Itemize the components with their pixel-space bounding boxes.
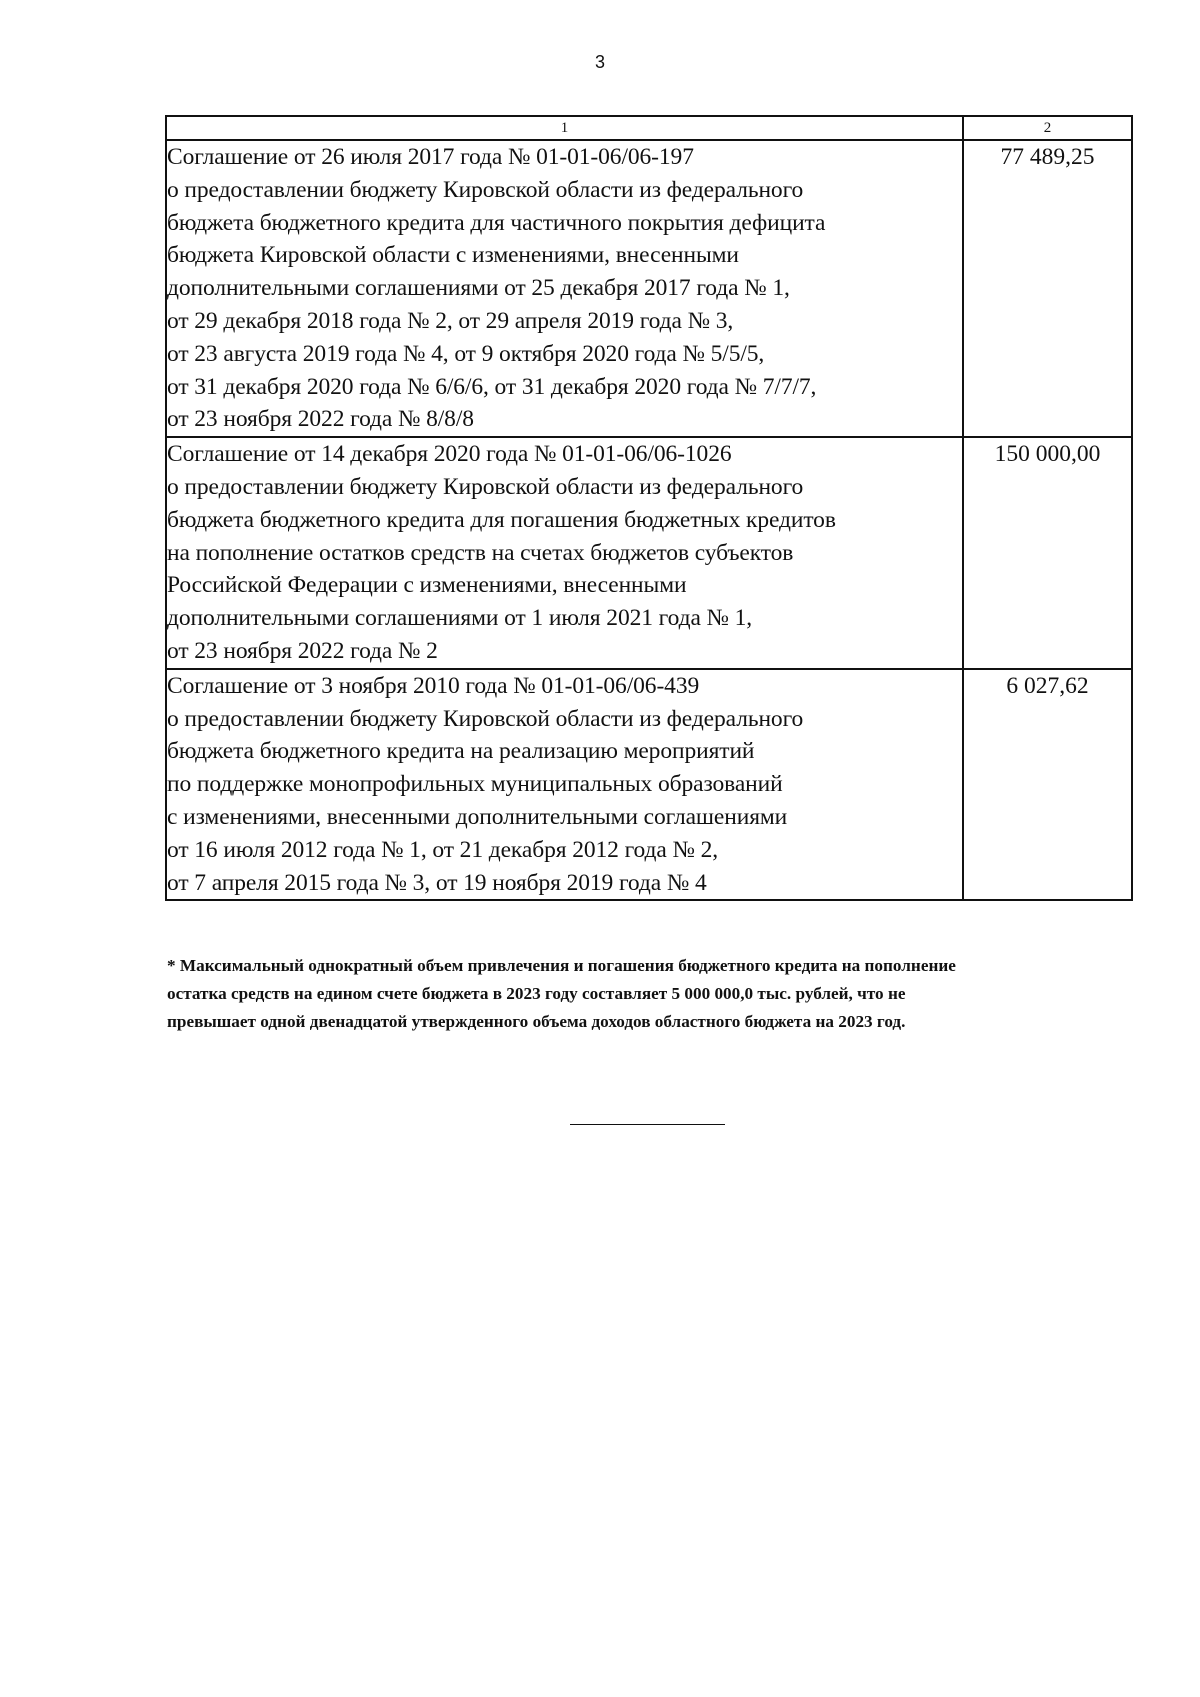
text-line: бюджета бюджетного кредита для погашения бюджетных кредитов: [167, 506, 836, 533]
table-row: [166, 669, 1132, 901]
text-line: бюджета бюджетного кредита на реализацию мероприятий: [167, 738, 755, 765]
text-line: от 23 ноября 2022 года № 8/8/8: [167, 406, 474, 433]
agreement-description: [166, 140, 963, 437]
text-line: бюджета Кировской области с изменениями, внесенными: [167, 242, 739, 269]
text-line: бюджета бюджетного кредита для частичного покрытия дефицита: [167, 209, 826, 236]
agreement-amount: 6 027,62: [963, 669, 1132, 901]
footnote: [167, 952, 1137, 1036]
table-header-row: [166, 116, 1132, 140]
text-line: с изменениями, внесенными дополнительными соглашениями: [167, 803, 788, 830]
text-line: от 16 июля 2012 года № 1, от 21 декабря 2012 года № 2,: [167, 836, 718, 863]
page-number: 3: [594, 52, 605, 72]
column-header-2: 2: [963, 116, 1132, 140]
footnote-line: превышает одной двенадцатой утвержденного объема доходов областного бюджета на 2023 год.: [167, 1012, 906, 1031]
table-row: [166, 437, 1132, 669]
footnote-line: * Максимальный однократный объем привлечения и погашения бюджетного кредита на пополнение: [167, 956, 956, 975]
text-line: по поддержке монопрофильных муниципальных образований: [167, 771, 783, 798]
agreement-amount: 150 000,00: [963, 437, 1132, 669]
text-line: на пополнение остатков средств на счетах бюджетов субъектов: [167, 539, 794, 566]
column-header-1: 1: [166, 116, 963, 140]
text-line: дополнительными соглашениями от 25 декабря 2017 года № 1,: [167, 275, 790, 302]
text-line: от 7 апреля 2015 года № 3, от 19 ноября 2019 года № 4: [167, 869, 707, 896]
text-line: дополнительными соглашениями от 1 июля 2021 года № 1,: [167, 605, 753, 632]
text-line: от 29 декабря 2018 года № 2, от 29 апреля 2019 года № 3,: [167, 307, 734, 334]
agreement-amount: 77 489,25: [963, 140, 1132, 437]
text-line: от 23 августа 2019 года № 4, от 9 октября 2020 года № 5/5/5,: [167, 340, 765, 367]
text-line: от 23 ноября 2022 года № 2: [167, 637, 438, 664]
agreement-description: [166, 669, 963, 901]
agreement-description: [166, 437, 963, 669]
text-line: о предоставлении бюджету Кировской области из федерального: [167, 176, 804, 203]
end-of-document-rule: [570, 1124, 725, 1125]
text-line: от 31 декабря 2020 года № 6/6/6, от 31 декабря 2020 года № 7/7/7,: [167, 373, 817, 400]
text-line: Соглашение от 3 ноября 2010 года № 01-01-06/06-439: [167, 672, 700, 699]
table-row: [166, 140, 1132, 437]
text-line: Российской Федерации с изменениями, внесенными: [167, 572, 687, 599]
text-line: о предоставлении бюджету Кировской области из федерального: [167, 705, 804, 732]
footnote-line: остатка средств на едином счете бюджета в 2023 году составляет 5 000 000,0 тыс. рублей, что не: [167, 984, 906, 1003]
text-line: Соглашение от 26 июля 2017 года № 01-01-06/06-197: [167, 144, 694, 170]
text-line: Соглашение от 14 декабря 2020 года № 01-01-06/06-1026: [167, 441, 732, 468]
text-line: о предоставлении бюджету Кировской области из федерального: [167, 473, 804, 500]
budget-credit-table: [165, 115, 1133, 901]
